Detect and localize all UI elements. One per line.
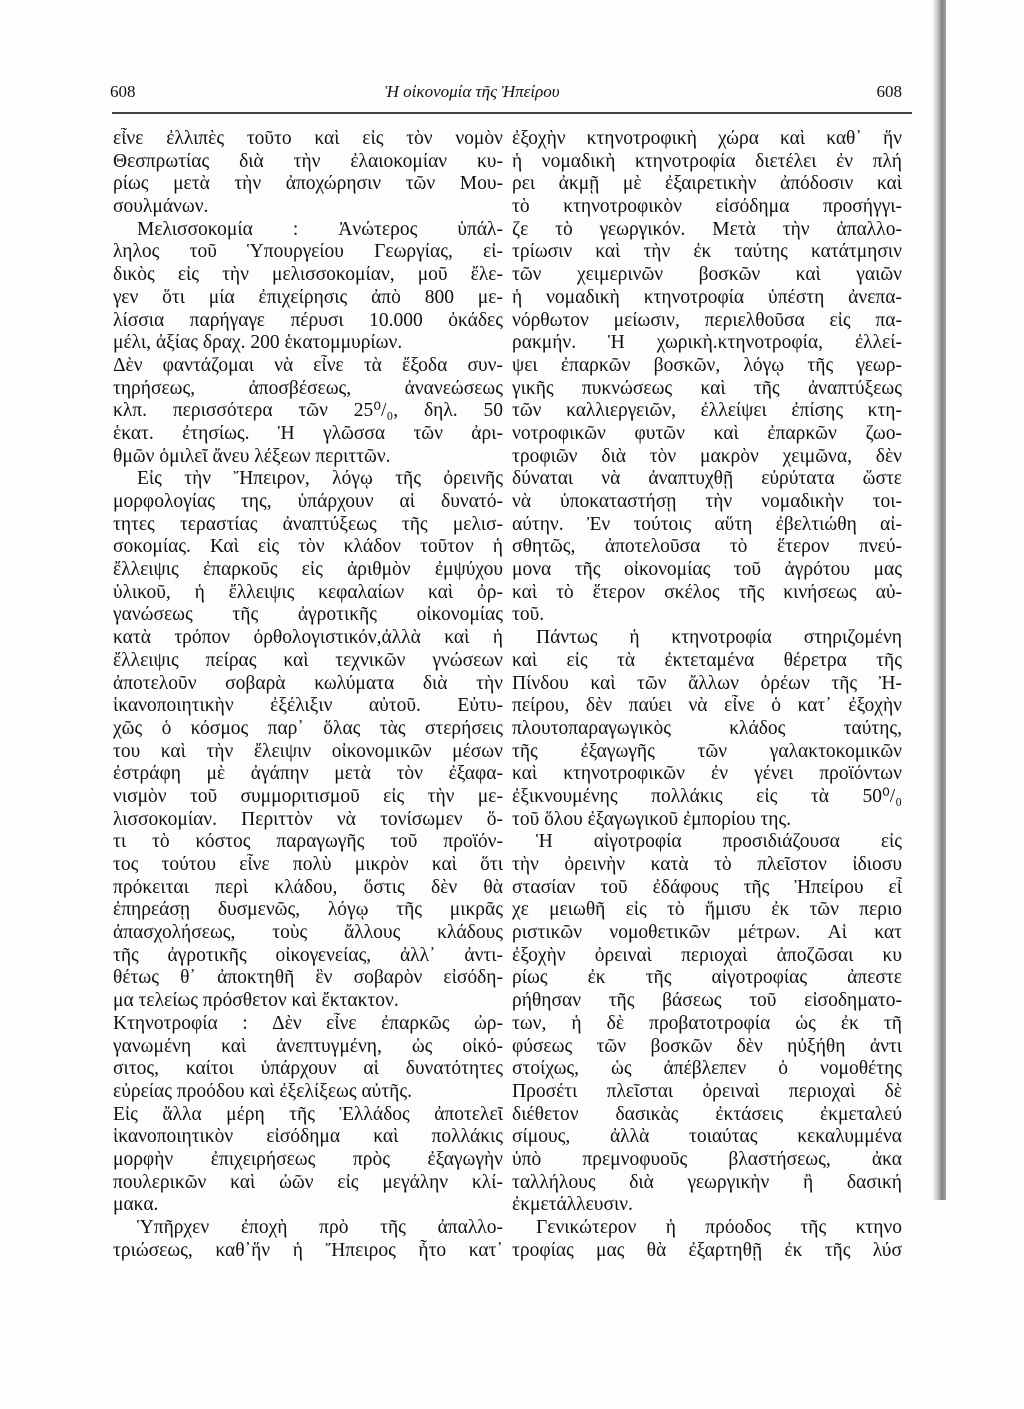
left-line: Ὑπῆρχεν ἐποχὴ πρὸ τῆς ἀπαλλο- — [137, 1217, 503, 1238]
left-line: εἶνε ἐλλιπὲς τοῦτο καὶ εἰς τὸν νομὸν — [113, 128, 503, 149]
right-line: ψει ἐπαρκῶν βοσκῶν, λόγῳ τῆς γεωρ- — [512, 354, 902, 376]
right-line: ἐκμετάλλευσιν. — [512, 1194, 633, 1216]
left-line: θέτως θ᾽ ἀποκτηθῆ ἓν σοβαρὸν εἰσόδη- — [113, 967, 503, 989]
right-line: τοῦ ὅλου ἐξαγωγικοῦ ἐμπορίου της. — [512, 808, 792, 830]
right-line: Πάντως ἡ κτηνοτροφία στηριζομένη — [536, 627, 902, 649]
left-line: ἱκανοποιητικὴν ἐξέλιξιν αὐτοῦ. Εὐτυ- — [113, 695, 503, 717]
left-line: τῆς ἀγροτικῆς οἰκογενείας, ἀλλ᾽ ἀντι- — [113, 944, 503, 966]
right-line: σθητῶς, ἀποτελοῦσα τὸ ἕτερον πνεύ- — [512, 536, 902, 558]
right-line: τροφίας μας θὰ ἐξαρτηθῇ ἐκ τῆς λύσ — [512, 1239, 902, 1261]
left-line: γανώσεως τῆς ἀγροτικῆς οἰκονομίας — [113, 604, 503, 626]
left-line: κλπ. περισσότερα τῶν 25⁰/₀, δηλ. 50 — [113, 400, 503, 422]
right-line: καὶ εἰς τὰ ἐκτεταμένα θέρετρα τῆς — [512, 649, 902, 671]
left-line: πρόκειται περὶ κλάδου, ὅστις δὲν θὰ — [113, 876, 503, 898]
right-line: στοίχως, ὡς ἀπέβλεπεν ὁ νομοθέτης — [512, 1058, 902, 1080]
right-line: Προσέτι πλεῖσται ὀρειναὶ περιοχαὶ δὲ — [512, 1080, 902, 1102]
left-line: ρίως μετὰ τὴν ἀποχώρησιν τῶν Μου- — [113, 173, 503, 195]
header-rule — [112, 112, 912, 114]
left-line: ὑλικοῦ, ἡ ἔλλειψις κεφαλαίων καὶ ὀρ- — [113, 581, 503, 603]
left-line: Εἰς τὴν Ἤπειρον, λόγῳ τῆς ὀρεινῆς — [137, 468, 503, 490]
left-line: ἑκατ. ἐτησίως. Ἡ γλῶσσα τῶν ἀρι- — [113, 422, 503, 444]
right-line: ὑπὸ πρεμνοφυοῦς βλαστήσεως, ἀκα — [512, 1148, 902, 1170]
right-line: τρίωσιν καὶ τὴν ἐκ ταύτης κατάτμησιν — [512, 241, 902, 263]
right-line: ρακμήν. Ἡ χωρικὴ.κτηνοτροφία, ἐλλεί- — [512, 332, 902, 354]
right-line: ἐξοχὴν ὀρειναὶ περιοχαὶ ἀποζῶσαι κυ — [512, 944, 902, 966]
page-number-left: 608 — [110, 82, 136, 101]
right-line: ἡ νομαδικὴ κτηνοτροφία ὑπέστη ἀνεπα- — [512, 286, 902, 308]
left-line: μορφολογίας της, ὑπάρχουν αἱ δυνατό- — [113, 491, 503, 512]
right-line: ταλλήλους διὰ γεωργικὴν ἢ δασική — [512, 1171, 902, 1193]
right-line: φύσεως τῶν βοσκῶν δὲν ηὐξήθη ἀντι — [512, 1035, 902, 1057]
right-line: ζε τὸ γεωργικόν. Μετὰ τὴν ἀπαλλο- — [512, 218, 902, 240]
right-line: χε μειωθῆ εἰς τὸ ἥμισυ ἐκ τῶν περιο — [512, 899, 902, 921]
right-line: στασίαν τοῦ ἐδάφους τῆς Ἠπείρου εἶ — [512, 876, 902, 898]
right-line: γικῆς πυκνώσεως καὶ τῆς ἀναπτύξεως — [512, 377, 902, 399]
left-line: τηρήσεως, ἀποσβέσεως, ἀνανεώσεως — [113, 377, 503, 399]
left-line: ληλος τοῦ Ὑπουργείου Γεωργίας, εἰ- — [113, 241, 503, 263]
binding-shadow — [932, 0, 946, 1200]
left-line: θμῶν ὁμιλεῖ ἄνευ λέξεων περιττῶν. — [113, 445, 391, 467]
left-line: τι τὸ κόστος παραγωγῆς τοῦ προϊόν- — [113, 831, 503, 853]
left-line: νισμὸν τοῦ συμμοριτισμοῦ εἰς τὴν με- — [113, 785, 503, 807]
left-line: γανωμένη καὶ ἀνεπτυγμένη, ὡς οἰκό- — [113, 1035, 503, 1057]
right-line: τῆς ἐξαγωγῆς τῶν γαλακτοκομικῶν — [512, 740, 902, 762]
right-line: πλουτοπαραγωγικὸς κλάδος ταύτης, — [512, 717, 902, 739]
right-line: πείρου, δὲν παύει νὰ εἶνε ὁ κατ᾽ ἐξοχὴν — [512, 695, 902, 717]
right-line: σίμους, ἀλλὰ τοιαύτας κεκαλυμμένα — [512, 1126, 902, 1148]
left-line: μακα. — [113, 1194, 159, 1216]
right-line: νοτροφικῶν φυτῶν καὶ ἐπαρκῶν ζωο- — [512, 422, 902, 444]
right-line: τῶν καλλιεργειῶν, ἐλλείψει ἐπίσης κτη- — [512, 400, 902, 422]
right-line: καὶ κτηνοτροφικῶν ἐν γένει προϊόντων — [512, 763, 902, 785]
right-line: ἐξικνουμένης πολλάκις εἰς τὰ 50⁰/₀ — [512, 785, 902, 807]
right-line: μονα τῆς οἰκονομίας τοῦ ἀγρότου μας — [512, 559, 902, 581]
right-line: τὴν ὀρεινὴν κατὰ τὸ πλεῖστον ἰδιοσυ — [512, 854, 902, 875]
left-line: μα τελείως πρόσθετον καὶ ἔκτακτον. — [113, 990, 399, 1012]
right-line: καὶ τὸ ἕτερον σκέλος τῆς κινήσεως αὐ- — [512, 581, 902, 603]
right-line: νὰ ὑποκαταστήσῃ τὴν νομαδικὴν τοι- — [512, 491, 902, 512]
left-line: εὐρείας προόδου καὶ ἐξελίξεως αὐτῆς. — [113, 1080, 412, 1102]
right-line: τροφιῶν διὰ τὸν μακρὸν χειμῶνα, δὲν — [512, 445, 902, 467]
left-line: ἀποτελοῦν σοβαρὰ κωλύματα διὰ τὴν — [113, 672, 503, 694]
left-line: πουλερικῶν καὶ ὠῶν εἰς μεγάλην κλί- — [113, 1171, 503, 1193]
left-line: Κτηνοτροφία : Δὲν εἶνε ἐπαρκῶς ὠρ- — [113, 1012, 503, 1034]
page-header — [110, 82, 910, 112]
right-line: Ἡ αἰγοτροφία προσιδιάζουσα εἰς — [536, 831, 902, 853]
right-line: ἡ νομαδικὴ κτηνοτροφία διετέλει ἐν πλή — [512, 150, 902, 172]
right-line: τῶν χειμερινῶν βοσκῶν καὶ γαιῶν — [512, 264, 902, 286]
right-line: Πίνδου καὶ τῶν ἄλλων ὀρέων τῆς Ἠ- — [512, 672, 902, 694]
right-column — [512, 128, 902, 1262]
right-line: ρει ἀκμῇ μὲ ἐξαιρετικὴν ἀπόδοσιν καὶ — [512, 173, 902, 195]
left-line: λισσοκομίαν. Περιττὸν νὰ τονίσωμεν ὅ- — [113, 808, 503, 830]
right-line: αύτην. Ἐν τούτοις αὕτη ἐβελτιώθη αἰ- — [512, 513, 902, 535]
left-line: ἐπηρεάσῃ δυσμενῶς, λόγῳ τῆς μικρᾶς — [113, 899, 503, 921]
left-line: ἀπασχολήσεως, τοὺς ἄλλους κλάδους — [113, 922, 503, 944]
left-line: ἔλλειψις ἐπαρκοῦς εἰς ἀριθμὸν ἐμψύχου — [113, 559, 503, 581]
left-line: Εἰς ἄλλα μέρη τῆς Ἑλλάδος ἀποτελεῖ — [113, 1103, 503, 1125]
right-line: των, ἡ δὲ προβατοτροφία ὡς ἐκ τῆ — [512, 1012, 902, 1034]
left-line: τριώσεως, καθ᾽ἥν ἡ Ἤπειρος ἦτο κατ᾽ — [113, 1239, 503, 1261]
right-line: δύναται νὰ ἀναπτυχθῇ εὐρύτατα ὥστε — [512, 468, 902, 490]
right-line: ριστικῶν νομοθετικῶν μέτρων. Αἱ κατ — [512, 922, 902, 944]
left-line: σοκομίας. Καὶ εἰς τὸν κλάδον τοῦτον ἡ — [113, 536, 503, 558]
left-line: γεν ὅτι μία ἐπιχείρησις ἀπὸ 800 με- — [113, 286, 503, 308]
left-line: ἐστράφη μὲ ἀγάπην μετὰ τὸν ἐξαφα- — [113, 763, 503, 785]
right-line: ἐξοχὴν κτηνοτροφικὴ χώρα καὶ καθ᾽ ἥν — [512, 128, 902, 149]
left-line: ἱκανοποιητικὸν εἰσόδημα καὶ πολλάκις — [113, 1126, 503, 1148]
running-title: Ἡ οἰκονομία τῆς Ἠπείρου — [385, 82, 560, 101]
left-line: Δὲν φαντάζομαι νὰ εἶνε τὰ ἔξοδα συν- — [113, 354, 503, 376]
right-line: διέθετον δασικὰς ἐκτάσεις ἐκμεταλεύ — [512, 1103, 902, 1125]
left-line: σιτος, καίτοι ὑπάρχουν αἱ δυνατότητες — [113, 1058, 503, 1080]
left-line: του καὶ τὴν ἔλειψιν οἰκονομικῶν μέσων — [113, 740, 503, 762]
left-line: μέλι, ἀξίας δραχ. 200 ἑκατομμυρίων. — [113, 332, 403, 354]
right-line: τὸ κτηνοτροφικὸν εἰσόδημα προσήγγι- — [512, 196, 902, 218]
right-line: νόρθωτον μείωσιν, περιελθοῦσα εἰς πα- — [512, 309, 902, 331]
left-line: σουλμάνων. — [113, 196, 209, 218]
right-line: Γενικώτερον ἡ πρόοδος τῆς κτηνο — [536, 1217, 902, 1238]
left-line: Μελισσοκομία : Ἀνώτερος ὑπάλ- — [137, 218, 503, 240]
page-number-right: 608 — [876, 82, 902, 101]
left-line: κατὰ τρόπον ὀρθολογιστικόν,ἀλλὰ καὶ ἡ — [113, 627, 503, 649]
left-line: τος τούτου εἶνε πολὺ μικρὸν καὶ ὅτι — [113, 854, 503, 875]
right-line: ρίως ἐκ τῆς αἰγοτροφίας ἀπεστε — [512, 967, 902, 989]
right-line: ρήθησαν τῆς βάσεως τοῦ εἰσοδηματο- — [512, 990, 902, 1012]
left-column — [113, 128, 503, 1262]
left-line: μορφὴν ἐπιχειρήσεως πρὸς ἐξαγωγὴν — [113, 1148, 503, 1170]
left-line: τητες τεραστίας ἀναπτύξεως τῆς μελισ- — [113, 513, 503, 535]
left-line: δικὸς εἰς τὴν μελισσοκομίαν, μοῦ ἔλε- — [113, 264, 503, 286]
left-line: Θεσπρωτίας διὰ τὴν ἐλαιοκομίαν κυ- — [113, 150, 503, 172]
left-line: χῶς ὁ κόσμος παρ᾽ ὅλας τὰς στερήσεις — [113, 717, 503, 739]
left-line: ἔλλειψις πείρας καὶ τεχνικῶν γνώσεων — [113, 649, 503, 671]
left-line: λίσσια παρήγαγε πέρυσι 10.000 ὀκάδες — [113, 309, 503, 331]
right-line: τοῦ. — [512, 604, 545, 626]
